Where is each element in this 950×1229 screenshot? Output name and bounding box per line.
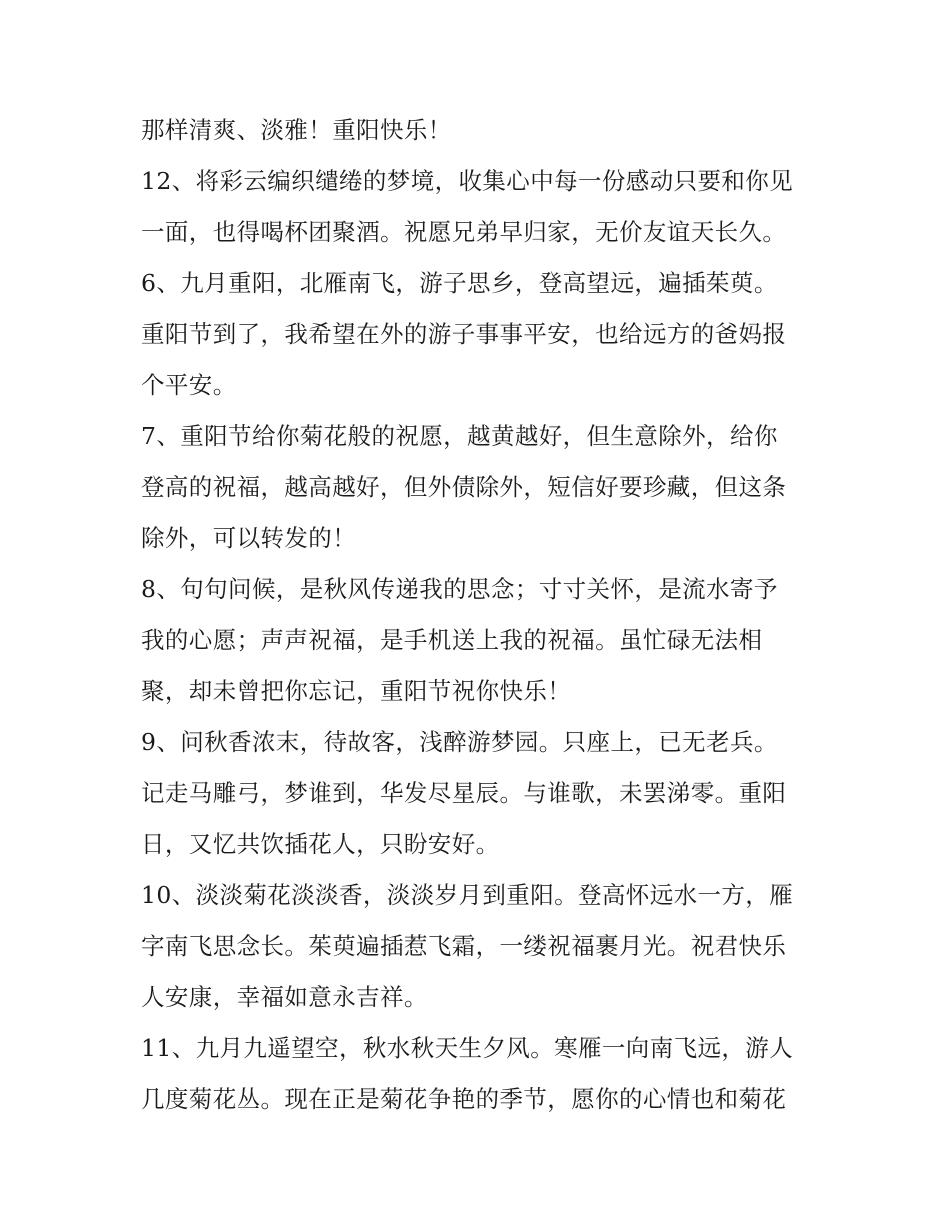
text-line: 聚，却未曾把你忘记，重阳节祝你快乐！ [141, 677, 572, 705]
text-line: 重阳节到了，我希望在外的游子事事平安，也给远方的爸妈报 [141, 320, 787, 348]
text-line: 9、问秋香浓末，待故客，浅醉游梦园。只座上，已无老兵。 [141, 728, 778, 756]
text-line: 个平安。 [141, 371, 237, 399]
text-line: 7、重阳节给你菊花般的祝愿，越黄越好，但生意除外，给你 [141, 422, 778, 450]
text-line: 日，又忆共饮插花人，只盼安好。 [141, 830, 500, 858]
text-line: 几度菊花丛。现在正是菊花争艳的季节，愿你的心情也和菊花 [141, 1085, 787, 1113]
text-line: 10、淡淡菊花淡淡香，淡淡岁月到重阳。登高怀远水一方，雁 [141, 881, 794, 909]
text-line: 记走马雕弓，梦谁到，华发尽星辰。与谁歌，未罢涕零。重阳 [141, 779, 787, 807]
text-line: 我的心愿；声声祝福，是手机送上我的祝福。虽忙碌无法相 [141, 626, 763, 654]
text-line: 除外，可以转发的！ [141, 524, 357, 552]
text-line: 登高的祝福，越高越好，但外债除外，短信好要珍藏，但这条 [141, 473, 787, 501]
text-line: 12、将彩云编织缱绻的梦境，收集心中每一份感动只要和你见 [141, 167, 794, 195]
text-line: 那样清爽、淡雅！重阳快乐！ [141, 116, 452, 144]
text-line: 6、九月重阳，北雁南飞，游子思乡，登高望远，遍插茱萸。 [141, 269, 778, 297]
document-body [141, 105, 821, 1125]
text-line: 字南飞思念长。茱萸遍插惹飞霜，一缕祝福裹月光。祝君快乐 [141, 932, 787, 960]
text-line: 8、句句问候，是秋风传递我的思念；寸寸关怀，是流水寄予 [141, 575, 778, 603]
text-line: 一面，也得喝杯团聚酒。祝愿兄弟早归家，无价友谊天长久。 [141, 218, 787, 246]
text-line: 11、九月九遥望空，秋水秋天生夕风。寒雁一向南飞远，游人 [141, 1034, 794, 1062]
text-line: 人安康，幸福如意永吉祥。 [141, 983, 428, 1011]
